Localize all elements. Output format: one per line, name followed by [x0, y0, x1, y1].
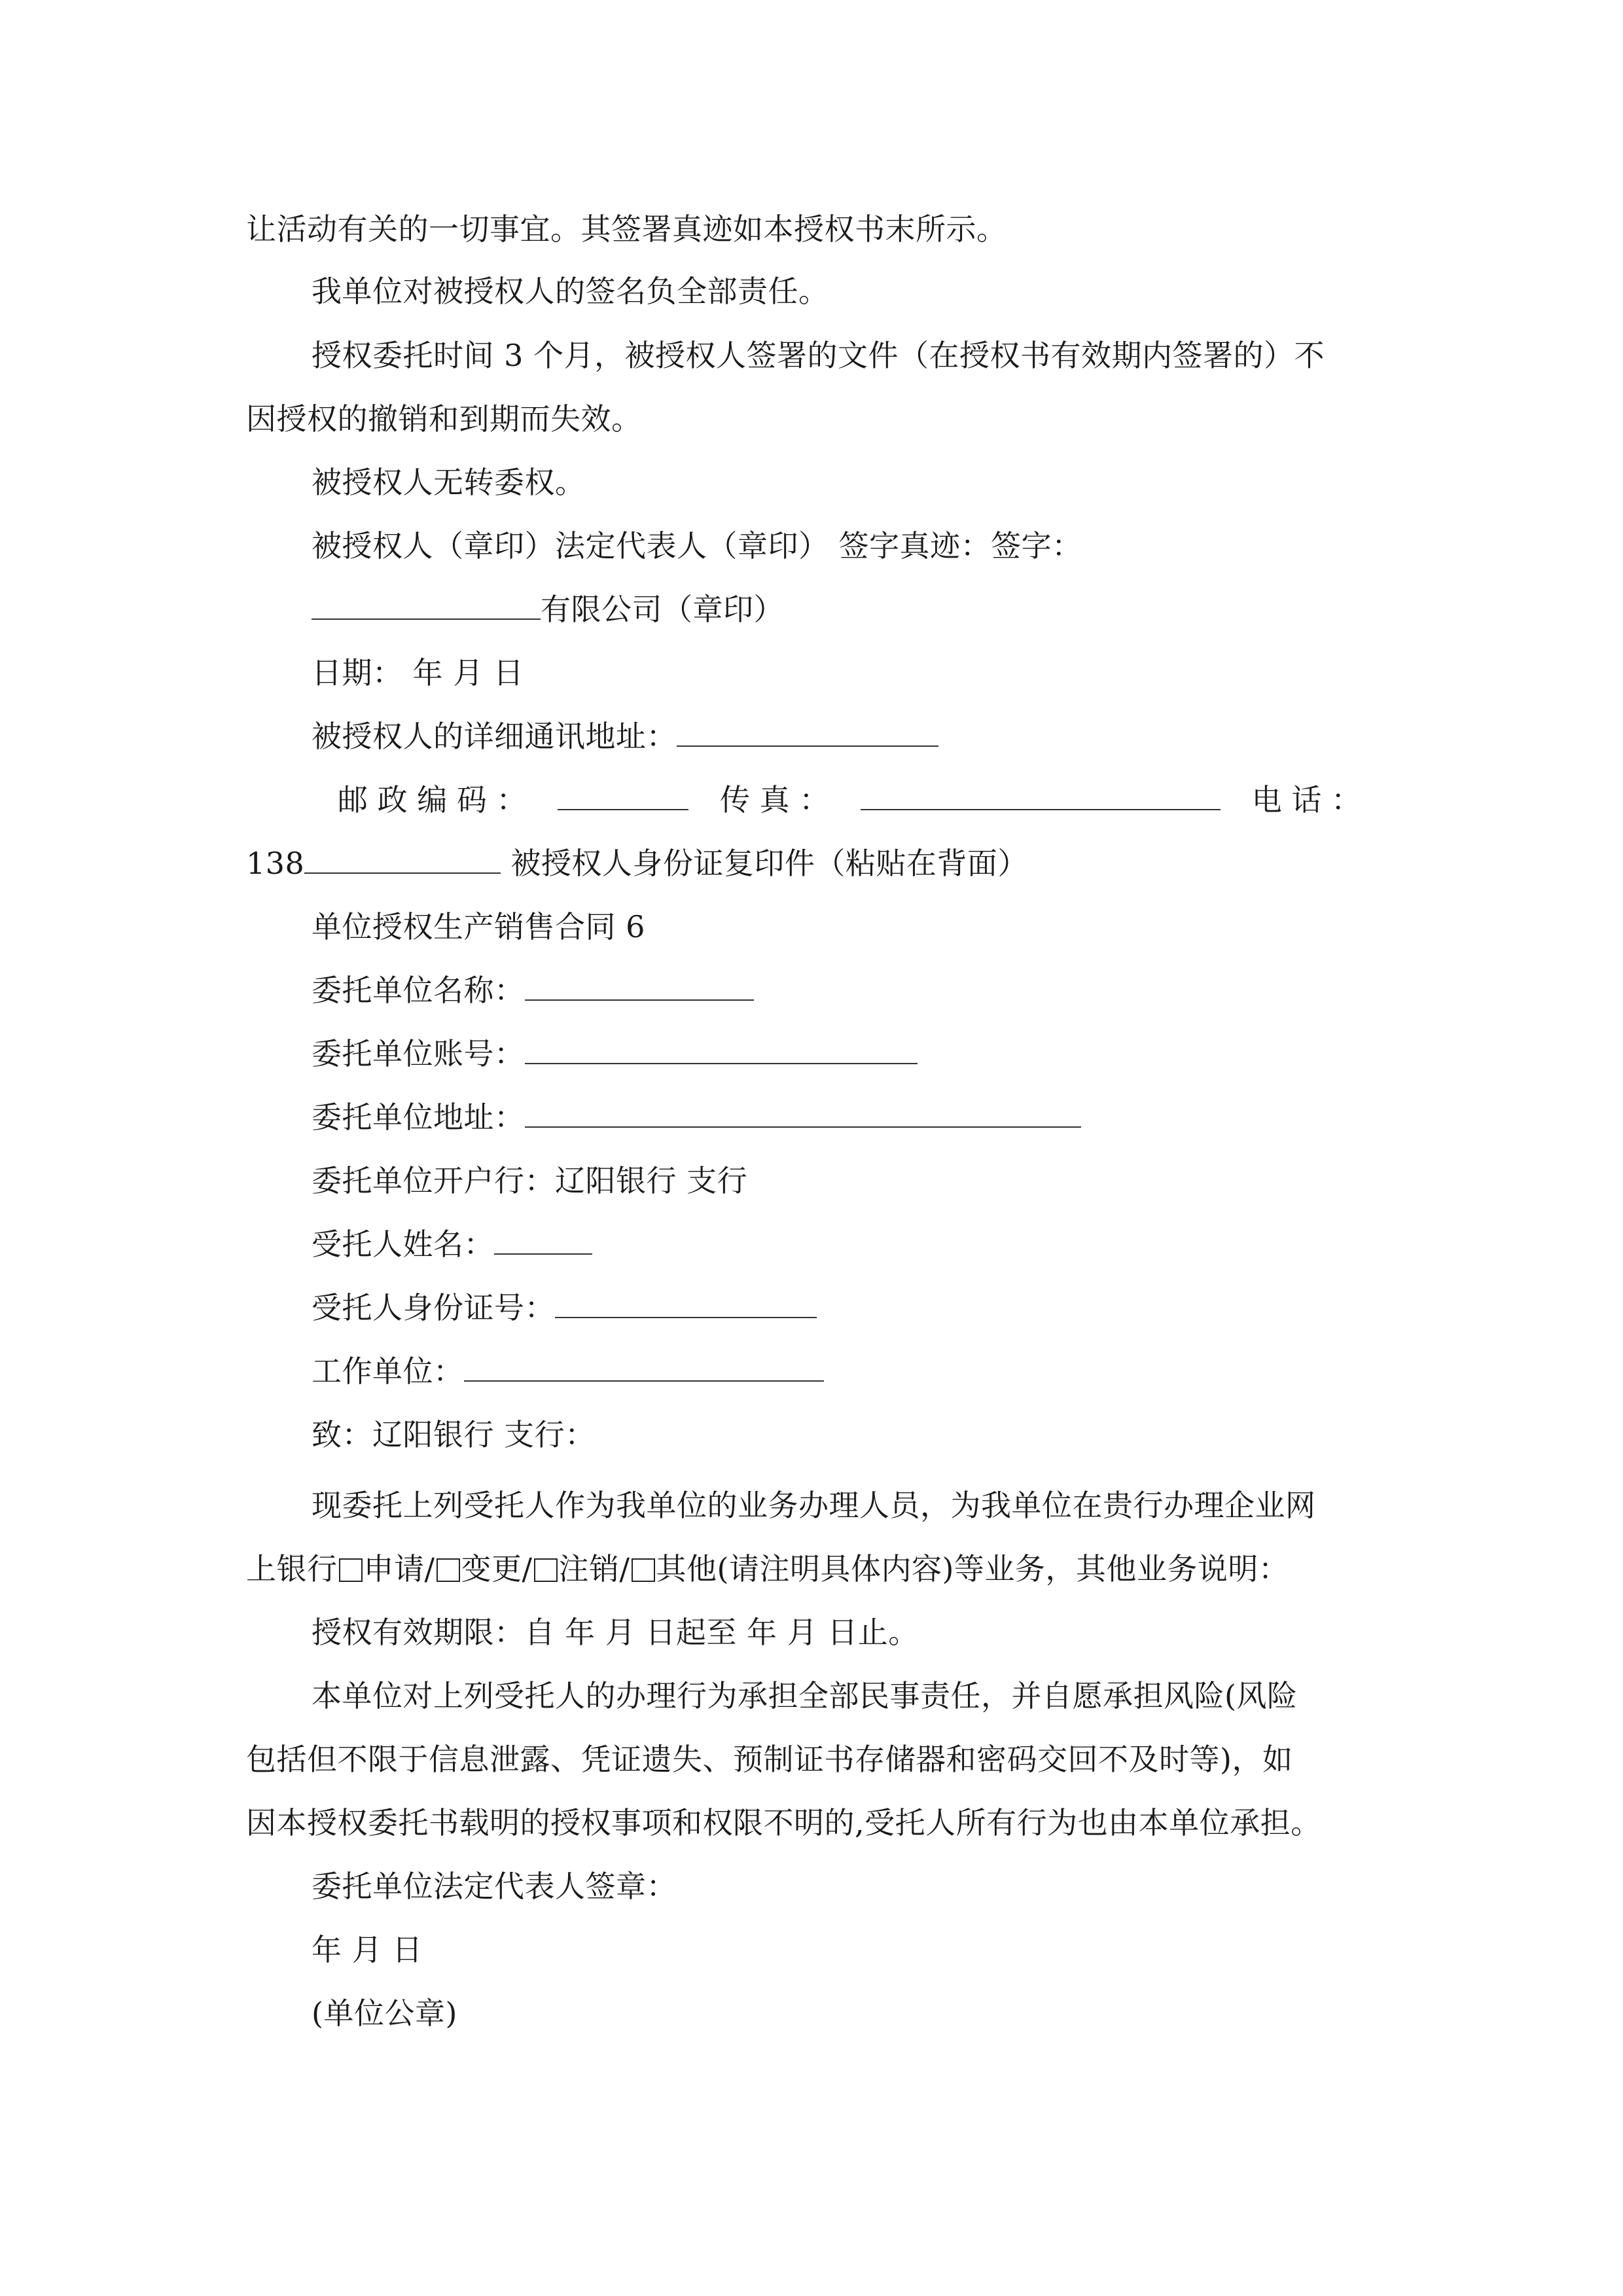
workplace-label: 工作单位：: [312, 1354, 464, 1389]
paragraph-line: 本单位对上列受托人的办理行为承担全部民事责任，并自愿承担风险(风险: [312, 1678, 1298, 1713]
trustee-id-blank: [555, 1288, 817, 1318]
trustee-name-line: [312, 1225, 592, 1264]
paragraph-line: 委托单位开户行：辽阳银行 支行: [312, 1163, 748, 1198]
company-seal-label: 有限公司（章印）: [541, 592, 784, 627]
cancel-checkbox[interactable]: [534, 1558, 558, 1582]
phone-id-line: [246, 844, 1028, 883]
change-checkbox[interactable]: [437, 1558, 460, 1582]
id-copy-note: 被授权人身份证复印件（粘贴在背面）: [501, 846, 1028, 881]
unit-name-blank: [525, 971, 754, 1001]
trustee-id-label: 受托人身份证号：: [312, 1290, 555, 1325]
paragraph-line: 我单位对被授权人的签名负全部责任。: [312, 274, 829, 309]
change-label: 变更/: [461, 1551, 533, 1587]
apply-checkbox[interactable]: [339, 1558, 363, 1582]
trustee-name-label: 受托人姓名：: [312, 1227, 494, 1262]
trustee-id-line: [312, 1288, 817, 1327]
section-heading: 单位授权生产销售合同 6: [312, 909, 645, 944]
trustee-name-blank: [494, 1225, 592, 1255]
contact-line: [338, 780, 1361, 819]
fax-label: 传 真 ：: [720, 782, 830, 817]
workplace-line: [312, 1352, 824, 1391]
other-checkbox[interactable]: [632, 1558, 655, 1582]
unit-address-label: 委托单位地址：: [312, 1100, 525, 1135]
paragraph-line: 致：辽阳银行 支行：: [312, 1417, 596, 1452]
address-blank: [677, 717, 938, 747]
paragraph-line: 授权有效期限：自 年 月 日起至 年 月 日止。: [312, 1615, 919, 1650]
company-name-blank: [312, 590, 541, 620]
paragraph-line: 委托单位法定代表人签章：: [312, 1869, 677, 1904]
phone-blank: [304, 844, 501, 874]
apply-label: 申请/: [363, 1551, 435, 1587]
address-label: 被授权人的详细通讯地址：: [312, 719, 677, 754]
unit-name-line: [312, 971, 754, 1010]
business-options-line: [246, 1549, 1289, 1588]
fax-blank: [861, 780, 1221, 810]
postal-code-blank: [558, 780, 688, 810]
date-line: 日期： 年 月 日: [312, 655, 524, 691]
paragraph-line: 因本授权委托书载明的授权事项和权限不明的,受托人所有行为也由本单位承担。: [246, 1805, 1321, 1840]
postal-code-label: 邮 政 编 码 ：: [338, 782, 527, 817]
paragraph-line: 因授权的撤销和到期而失效。: [246, 401, 642, 437]
address-line: [312, 717, 938, 756]
unit-address-blank: [525, 1098, 1081, 1128]
paragraph-line: 被授权人无转委权。: [312, 465, 586, 500]
seal-note: (单位公章): [312, 1996, 457, 2031]
unit-account-blank: [525, 1034, 918, 1064]
date-line: 年 月 日: [312, 1932, 423, 1967]
unit-name-label: 委托单位名称：: [312, 973, 525, 1008]
paragraph-line: 现委托上列受托人作为我单位的业务办理人员，为我单位在贵行办理企业网: [312, 1488, 1316, 1523]
other-label: 其他(请注明具体内容)等业务，其他业务说明：: [656, 1551, 1289, 1587]
paragraph-line: 包括但不限于信息泄露、凭证遗失、预制证书存储器和密码交回不及时等)，如: [246, 1742, 1293, 1777]
workplace-blank: [464, 1352, 824, 1382]
unit-account-label: 委托单位账号：: [312, 1036, 525, 1071]
paragraph-line: 授权委托时间 3 个月，被授权人签署的文件（在授权书有效期内签署的）不: [312, 338, 1325, 373]
option-prefix: 上银行: [246, 1551, 338, 1587]
phone-label: 电 话 ：: [1251, 782, 1361, 817]
unit-address-line: [312, 1098, 1081, 1137]
unit-account-line: [312, 1034, 918, 1073]
phone-prefix: 138: [246, 846, 305, 881]
company-seal-line: [312, 590, 784, 629]
cancel-label: 注销/: [558, 1551, 630, 1587]
paragraph-line: 被授权人（章印）法定代表人（章印） 签字真迹：签字：: [312, 528, 1082, 564]
paragraph-line: 让活动有关的一切事宜。其签署真迹如本授权书末所示。: [246, 211, 1007, 247]
